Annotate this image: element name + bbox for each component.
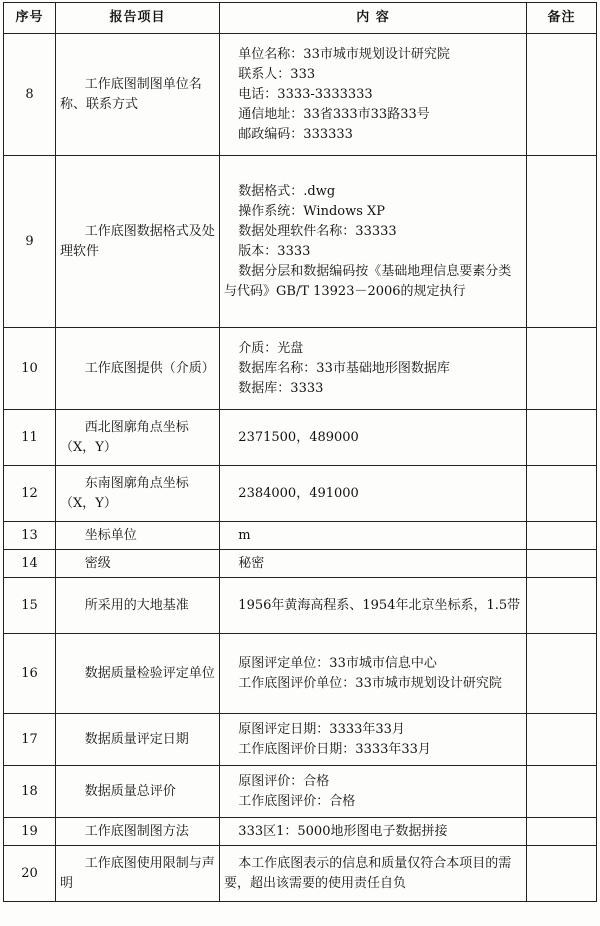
row-number: 20 [4,846,56,902]
content-line: 秘密 [238,555,265,571]
row-item [56,410,220,466]
row-number: 18 [4,766,56,818]
table-row [4,328,597,410]
row-note [527,846,597,902]
content-line: 电话：3333-3333333 [238,86,373,102]
row-item [56,522,220,550]
row-content [220,522,527,550]
header-item: 报告项目 [56,3,220,34]
row-note [527,578,597,634]
row-note [527,550,597,578]
row-item [56,466,220,522]
content-line: 介质：光盘 [238,340,304,356]
content-line: 原图评定日期：3333年33月 [238,721,405,737]
row-item [56,846,220,902]
report-table [3,2,597,902]
row-note [527,766,597,818]
row-number: 16 [4,634,56,714]
row-number: 12 [4,466,56,522]
content-line: 333区1：5000地形图电子数据拼接 [238,823,448,839]
content-line: 本工作底图表示的信息和质量仅符合本项目的需要，超出该需要的使用责任自负 [224,855,512,891]
content-line: 版本：3333 [238,243,311,259]
row-content [220,156,527,328]
table-row [4,578,597,634]
row-note [527,328,597,410]
row-content [220,818,527,846]
table-row [4,766,597,818]
content-line: 工作底图评价：合格 [238,793,356,809]
row-item [56,818,220,846]
row-number: 8 [4,34,56,156]
table-row [4,156,597,328]
content-line: 数据处理软件名称：33333 [238,223,397,239]
item-text: 所采用的大地基准 [84,597,189,613]
table-row [4,714,597,766]
table-row [4,34,597,156]
row-item [56,714,220,766]
content-line: 邮政编码：333333 [238,126,353,142]
row-content [220,410,527,466]
row-number: 11 [4,410,56,466]
content-line: 数据库名称：33市基础地形图数据库 [238,360,450,376]
row-content [220,328,527,410]
table-row [4,466,597,522]
table-row [4,846,597,902]
table-row [4,550,597,578]
row-note [527,634,597,714]
row-content [220,714,527,766]
row-note [527,410,597,466]
content-line: 数据格式：.dwg [238,183,336,199]
item-text: 数据质量总评价 [84,783,176,799]
row-note [527,466,597,522]
row-number: 15 [4,578,56,634]
content-line: 工作底图评价日期：3333年33月 [238,741,431,757]
item-text: 工作底图提供（介质） [84,360,215,376]
row-item [56,34,220,156]
content-line: 数据分层和数据编码按《基础地理信息要素分类与代码》GB/T 13923－2006的规定执行 [224,263,512,299]
row-number: 10 [4,328,56,410]
content-line: 原图评定单位：33市城市信息中心 [238,655,437,671]
item-text: 工作底图数据格式及处理软件 [60,223,215,259]
row-note [527,34,597,156]
item-text: 密级 [84,555,111,571]
content-line: 操作系统：Windows XP [238,203,386,219]
row-number: 19 [4,818,56,846]
content-line: 数据库：3333 [238,380,324,396]
table-row [4,410,597,466]
header-note: 备注 [527,3,597,34]
content-line: 原图评价：合格 [238,773,330,789]
header-num: 序号 [4,3,56,34]
row-item [56,328,220,410]
row-note [527,156,597,328]
row-number: 14 [4,550,56,578]
header-content: 内 容 [220,3,527,34]
table-row [4,634,597,714]
row-item [56,550,220,578]
content-line: 单位名称：33市城市规划设计研究院 [238,46,450,62]
content-line: 2384000，491000 [238,485,359,501]
item-text: 数据质量检验评定单位 [84,665,215,681]
content-line: m [238,527,251,543]
item-text: 西北图廓角点坐标（X，Y） [60,419,189,455]
row-content [220,466,527,522]
row-item [56,634,220,714]
item-text: 坐标单位 [84,527,137,543]
item-text: 数据质量评定日期 [84,731,189,747]
row-note [527,818,597,846]
row-number: 13 [4,522,56,550]
row-item [56,578,220,634]
table-row [4,522,597,550]
content-line: 1956年黄海高程系、1954年北京坐标系，1.5带 [238,597,521,613]
row-note [527,714,597,766]
item-text: 工作底图制图单位名称、联系方式 [60,76,202,112]
row-number: 9 [4,156,56,328]
content-line: 联系人：333 [238,66,316,82]
content-line: 工作底图评价单位：33市城市规划设计研究院 [238,675,502,691]
row-content [220,766,527,818]
table-header-row [4,3,597,34]
item-text: 东南图廓角点坐标（X，Y） [60,475,189,511]
row-note [527,522,597,550]
content-line: 2371500，489000 [238,429,359,445]
row-content [220,846,527,902]
row-number: 17 [4,714,56,766]
row-content [220,34,527,156]
row-content [220,550,527,578]
row-item [56,766,220,818]
row-content [220,578,527,634]
item-text: 工作底图制图方法 [84,823,189,839]
row-item [56,156,220,328]
item-text: 工作底图使用限制与声明 [60,855,215,891]
content-line: 通信地址：33省333市33路33号 [238,106,430,122]
row-content [220,634,527,714]
table-row [4,818,597,846]
